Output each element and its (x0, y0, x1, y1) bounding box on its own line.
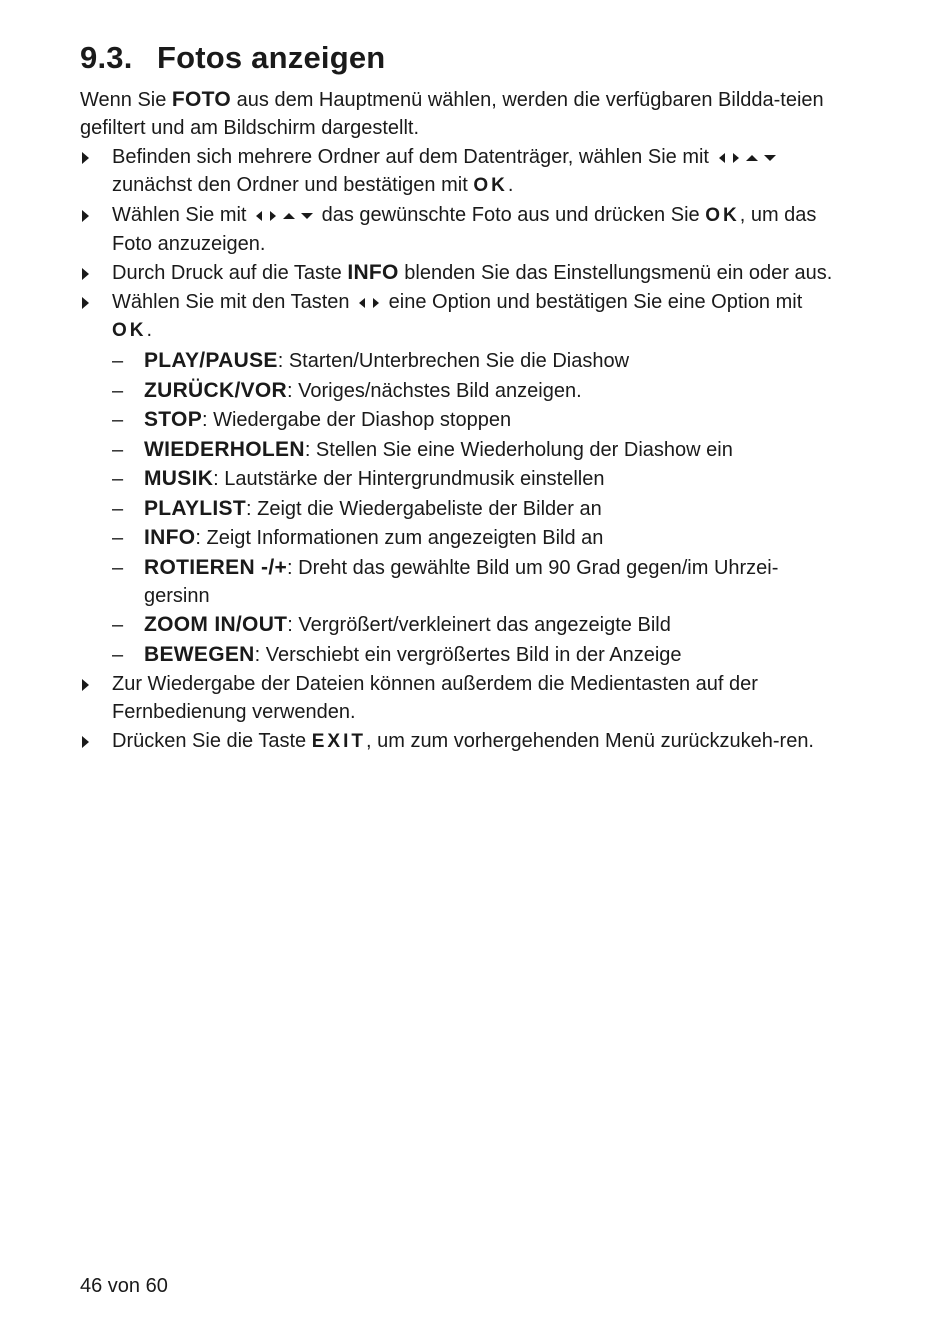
dash-marker: – (112, 468, 124, 490)
key-ok: OK (112, 320, 147, 341)
option-desc: : Verschiebt ein vergrößertes Bild in der Anzeige (254, 643, 682, 666)
arrow-right-icon (270, 211, 276, 221)
bullet-icon (82, 268, 89, 280)
intro-text-post: aus dem Hauptmenü wählen, werden die verfügbaren Bildda-teien gefiltert und am Bildschirm dargestellt. (80, 89, 824, 139)
step-exit (80, 727, 840, 756)
bullet-icon (82, 297, 89, 309)
step-text: Wählen Sie mit (112, 204, 247, 226)
section-heading (80, 40, 840, 76)
arrow-right-icon (733, 153, 739, 163)
key-ok: OK (473, 175, 508, 196)
arrow-up-icon (283, 213, 295, 219)
arrow-left-icon (359, 298, 365, 308)
section-title: Fotos anzeigen (157, 40, 386, 75)
arrow-left-icon (719, 153, 725, 163)
step-select-photo (80, 201, 840, 258)
option-list (112, 347, 840, 669)
option-item (112, 465, 840, 493)
step-text: Befinden sich mehrere Ordner auf dem Datenträger, wählen Sie mit (112, 146, 709, 168)
dash-marker: – (112, 527, 124, 549)
option-key: WIEDERHOLEN (144, 437, 305, 461)
option-desc: : Lautstärke der Hintergrundmusik einstellen (213, 468, 605, 490)
step-text: zunächst den Ordner und bestätigen mit (112, 174, 468, 196)
page-number: 46 von 60 (80, 1275, 168, 1297)
option-desc: : Voriges/nächstes Bild anzeigen. (287, 379, 582, 402)
step-text: blenden Sie das Einstellungsmenü ein oder aus. (404, 262, 833, 284)
option-key: ZURÜCK/VOR (144, 378, 287, 402)
intro-paragraph (80, 86, 840, 142)
option-key: PLAY/PAUSE (144, 349, 278, 372)
option-item (112, 377, 840, 405)
option-desc: : Zeigt Informationen zum angezeigten Bild an (195, 527, 604, 549)
bullet-icon (82, 736, 89, 748)
option-key: ZOOM IN/OUT (144, 613, 288, 636)
instruction-list (80, 143, 840, 756)
step-text: Zur Wiedergabe der Dateien können außerdem die Medientasten auf der Fernbedienung verwenden. (112, 673, 758, 723)
key-info: INFO (347, 261, 399, 284)
intro-text-pre: Wenn Sie (80, 89, 167, 111)
option-item (112, 347, 840, 375)
dash-marker: – (112, 497, 124, 520)
option-item (112, 406, 840, 434)
option-item (112, 524, 840, 552)
dash-marker: – (112, 438, 124, 461)
option-desc: : Stellen Sie eine Wiederholung der Diashow ein (304, 438, 733, 461)
step-choose-option (80, 288, 840, 669)
step-text: das gewünschte Foto aus und drücken Sie (321, 204, 700, 226)
arrow-down-icon (301, 213, 313, 219)
step-text: eine Option und bestätigen Sie eine Option mit (388, 291, 803, 313)
bullet-icon (82, 152, 89, 164)
dash-marker: – (112, 350, 124, 372)
step-text: Wählen Sie mit den Tasten (112, 291, 350, 313)
option-desc: : Zeigt die Wiedergabeliste der Bilder an (245, 497, 602, 520)
option-key: STOP (144, 408, 202, 431)
option-key: PLAYLIST (144, 496, 246, 520)
option-item (112, 641, 840, 669)
key-exit: EXIT (311, 731, 366, 752)
option-key: MUSIK (144, 467, 214, 490)
arrow-right-icon (373, 298, 379, 308)
step-text: Drücken Sie die Taste (112, 730, 307, 752)
step-text: , um zum vorhergehenden Menü zurückzukeh-ren. (365, 730, 814, 752)
option-item (112, 611, 840, 639)
dash-marker: – (112, 379, 124, 402)
dash-marker: – (112, 643, 124, 666)
page-content (80, 40, 840, 757)
intro-key-foto: FOTO (171, 88, 232, 111)
option-key: BEWEGEN (144, 642, 255, 666)
arrow-up-icon (746, 155, 758, 161)
bullet-icon (82, 679, 89, 691)
option-key: ROTIEREN -/+ (144, 555, 288, 579)
dash-marker: – (112, 409, 124, 431)
dash-marker: – (112, 556, 124, 579)
bullet-icon (82, 210, 89, 222)
option-desc: : Wiedergabe der Diashop stoppen (202, 409, 512, 431)
option-key: INFO (144, 526, 196, 549)
step-text: , um das Foto anzuzeigen. (112, 204, 817, 255)
option-item (112, 495, 840, 523)
option-item (112, 436, 840, 464)
arrow-down-icon (764, 155, 776, 161)
arrow-left-icon (256, 211, 262, 221)
step-text: . (507, 174, 514, 196)
section-number: 9.3. (80, 40, 133, 75)
step-info-menu (80, 259, 840, 287)
step-text: . (146, 319, 153, 341)
step-media-keys (80, 670, 840, 726)
option-desc: : Starten/Unterbrechen Sie die Diashow (277, 350, 630, 372)
step-select-folder (80, 143, 840, 200)
option-desc: : Dreht das gewählte Bild um 90 Grad gegen/im Uhrzei-gersinn (144, 556, 779, 607)
option-desc: : Vergrößert/verkleinert das angezeigte Bild (287, 614, 671, 636)
option-item (112, 554, 840, 610)
dash-marker: – (112, 614, 124, 636)
key-ok: OK (705, 205, 740, 226)
step-text: Durch Druck auf die Taste (112, 262, 342, 284)
